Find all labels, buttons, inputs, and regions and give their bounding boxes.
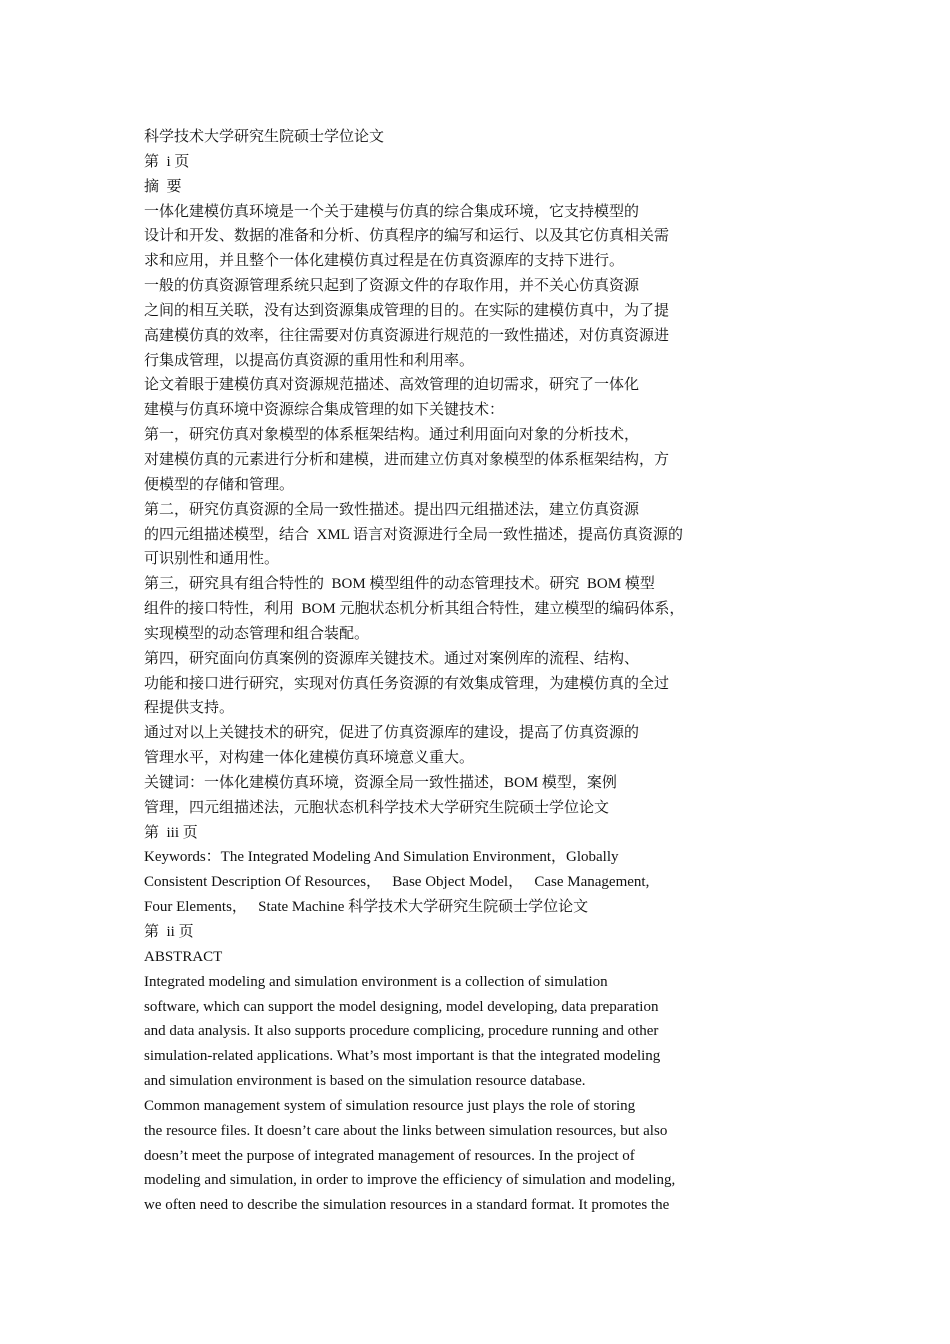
header-line: 科学技术大学研究生院硕士学位论文 (144, 129, 385, 145)
text-line: 的四元组描述模型，结合 XML 语言对资源进行全局一致性描述，提高仿真资源的 (144, 526, 684, 543)
text-line: 第二，研究仿真资源的全局一致性描述。提出四元组描述法，建立仿真资源 (144, 501, 640, 518)
text-line: and data analysis. It also supports procedure complicing, procedure running and other (144, 1023, 659, 1040)
text-line: and simulation environment is based on the simulation resource database. (144, 1073, 586, 1090)
text-line: 一体化建模仿真环境是一个关于建模与仿真的综合集成环境，它支持模型的 (144, 203, 640, 220)
text-line: 实现模型的动态管理和组合装配。 (144, 625, 370, 642)
text-line: the resource files. It doesn’t care about the links between simulation resources, but also (144, 1122, 668, 1139)
text-line: 之间的相互关联，没有达到资源集成管理的目的。在实际的建模仿真中，为了提 (144, 302, 670, 319)
text-line: modeling and simulation, in order to improve the efficiency of simulation and modeling, (144, 1172, 676, 1189)
text-line: 第三，研究具有组合特性的 BOM 模型组件的动态管理技术。研究 BOM 模型 (144, 576, 655, 593)
text-line: 求和应用，并且整个一体化建模仿真过程是在仿真资源库的支持下进行。 (144, 253, 625, 270)
text-line: 程提供支持。 (144, 700, 235, 717)
text-line: simulation-related applications. What’s most important is that the integrated modeling (144, 1048, 661, 1065)
text-line: 第一，研究仿真对象模型的体系框架结构。通过利用面向对象的分析技术， (144, 427, 640, 444)
text-line: 功能和接口进行研究，实现对仿真任务资源的有效集成管理，为建模仿真的全过 (144, 675, 670, 692)
abstract-heading-cn: 摘 要 (144, 178, 182, 195)
text-line: 论文着眼于建模仿真对资源规范描述、高效管理的迫切需求，研究了一体化 (144, 377, 640, 394)
text-line: 对建模仿真的元素进行分析和建模，进而建立仿真对象模型的体系框架结构，方 (144, 451, 670, 468)
text-line: software, which can support the model designing, model developing, data preparation (144, 998, 659, 1015)
keywords-cn-line: 关键词：一体化建模仿真环境，资源全局一致性描述，BOM 模型，案例 (144, 774, 617, 791)
text-line: 建模与仿真环境中资源综合集成管理的如下关键技术： (144, 402, 505, 419)
page-number-line: 第 iii 页 (144, 824, 198, 841)
text-line: we often need to describe the simulation resources in a standard format. It promotes the (144, 1197, 670, 1214)
abstract-heading-en: ABSTRACT (144, 948, 223, 965)
text-line: 通过对以上关键技术的研究，促进了仿真资源库的建设，提高了仿真资源的 (144, 725, 640, 742)
text-line: 高建模仿真的效率，往往需要对仿真资源进行规范的一致性描述，对仿真资源进 (144, 327, 670, 344)
text-line: 一般的仿真资源管理系统只起到了资源文件的存取作用，并不关心仿真资源 (144, 278, 640, 295)
text-line: 便模型的存储和管理。 (144, 476, 295, 493)
text-line: 行集成管理，以提高仿真资源的重用性和利用率。 (144, 352, 475, 369)
text-line: 可识别性和通用性。 (144, 551, 280, 568)
text-line: 管理水平，对构建一体化建模仿真环境意义重大。 (144, 750, 475, 767)
text-line: 组件的接口特性，利用 BOM 元胞状态机分析其组合特性，建立模型的编码体系， (144, 601, 685, 618)
page-number-line: 第 ii 页 (144, 924, 194, 940)
text-line: 设计和开发、数据的准备和分析、仿真程序的编写和运行、以及其它仿真相关需 (144, 228, 670, 245)
keywords-en-line: Consistent Description Of Resources， Base Object Model， Case Management, (144, 874, 650, 891)
text-line: Integrated modeling and simulation environment is a collection of simulation (144, 973, 608, 990)
text-line: Common management system of simulation resource just plays the role of storing (144, 1097, 636, 1114)
keywords-en-line: Four Elements， State Machine 科学技术大学研究生院硕士学位论文 (144, 899, 589, 916)
keywords-cn-line: 管理，四元组描述法，元胞状态机科学技术大学研究生院硕士学位论文 (144, 799, 610, 816)
page-number-line: 第 i 页 (144, 153, 190, 170)
text-line: doesn’t meet the purpose of integrated management of resources. In the project of (144, 1147, 635, 1164)
document-text-block (144, 125, 864, 1218)
keywords-en-line: Keywords：The Integrated Modeling And Simulation Environment，Globally (144, 849, 619, 866)
text-line: 第四，研究面向仿真案例的资源库关键技术。通过对案例库的流程、结构、 (144, 650, 640, 667)
